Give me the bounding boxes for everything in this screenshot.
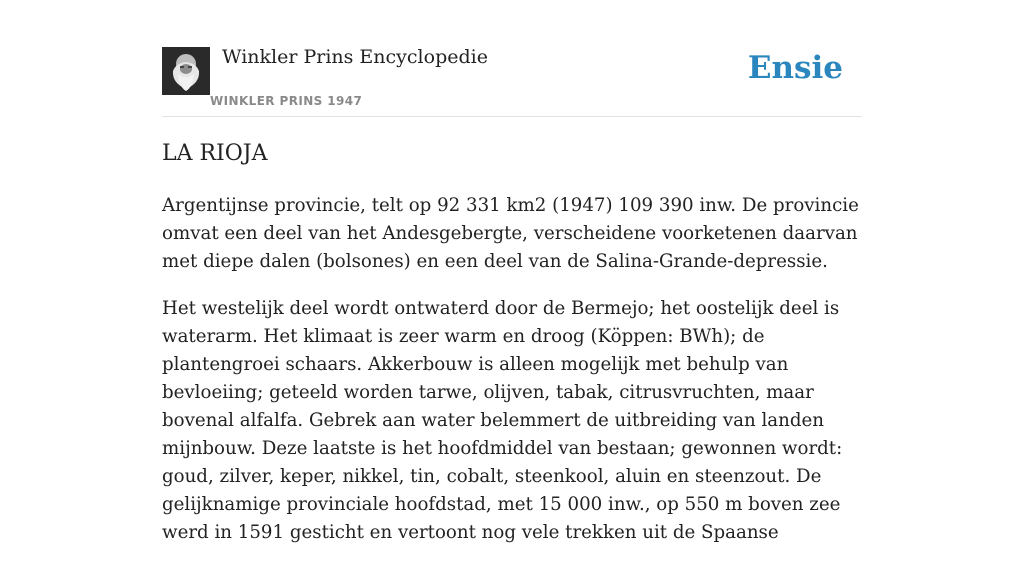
author-avatar[interactable] — [162, 47, 210, 95]
entry-paragraph: Het westelijk deel wordt ontwaterd door de Bermejo; het oostelijk deel is waterarm. Het klimaat is zeer warm en droog (Köppen: BWh); de plantengroei schaars. Akkerbouw is alleen mogelijk met behulp van bevloeiing; geteeld worden tarwe, olijven, tabak, citrusvruchten, maar bovenal alfalfa. Gebrek aan water belemmert de uitbreiding van landen mijnbouw. Deze laatste is het hoofdmiddel van bestaan; gewonnen wordt: goud, zilver, keper, nikkel, tin, cobalt, steenkool, aluin en steenzout. De gelijknamige provinciale hoofdstad, met 15 000 inw., op 550 m boven zee werd in 1591 gesticht en vertoont nog vele trekken uit de Spaanse — [162, 298, 843, 543]
site-title[interactable]: Winkler Prins Encyclopedie — [222, 46, 488, 68]
entry-body — [162, 192, 862, 566]
ensie-logo-link[interactable]: Ensie — [747, 50, 843, 86]
site-subtitle[interactable]: WINKLER PRINS 1947 — [210, 94, 363, 108]
entry-paragraph: Argentijnse provincie, telt op 92 331 km2 (1947) 109 390 inw. De provincie omvat een deel van het Andesgebergte, verscheidene voorketenen daarvan met diepe dalen (bolsones) en een deel van de Salina-Grande-depressie. — [162, 195, 859, 272]
page — [162, 0, 862, 543]
site-header — [162, 0, 862, 117]
portrait-icon — [162, 47, 210, 95]
entry-title: LA RIOJA — [162, 141, 268, 166]
